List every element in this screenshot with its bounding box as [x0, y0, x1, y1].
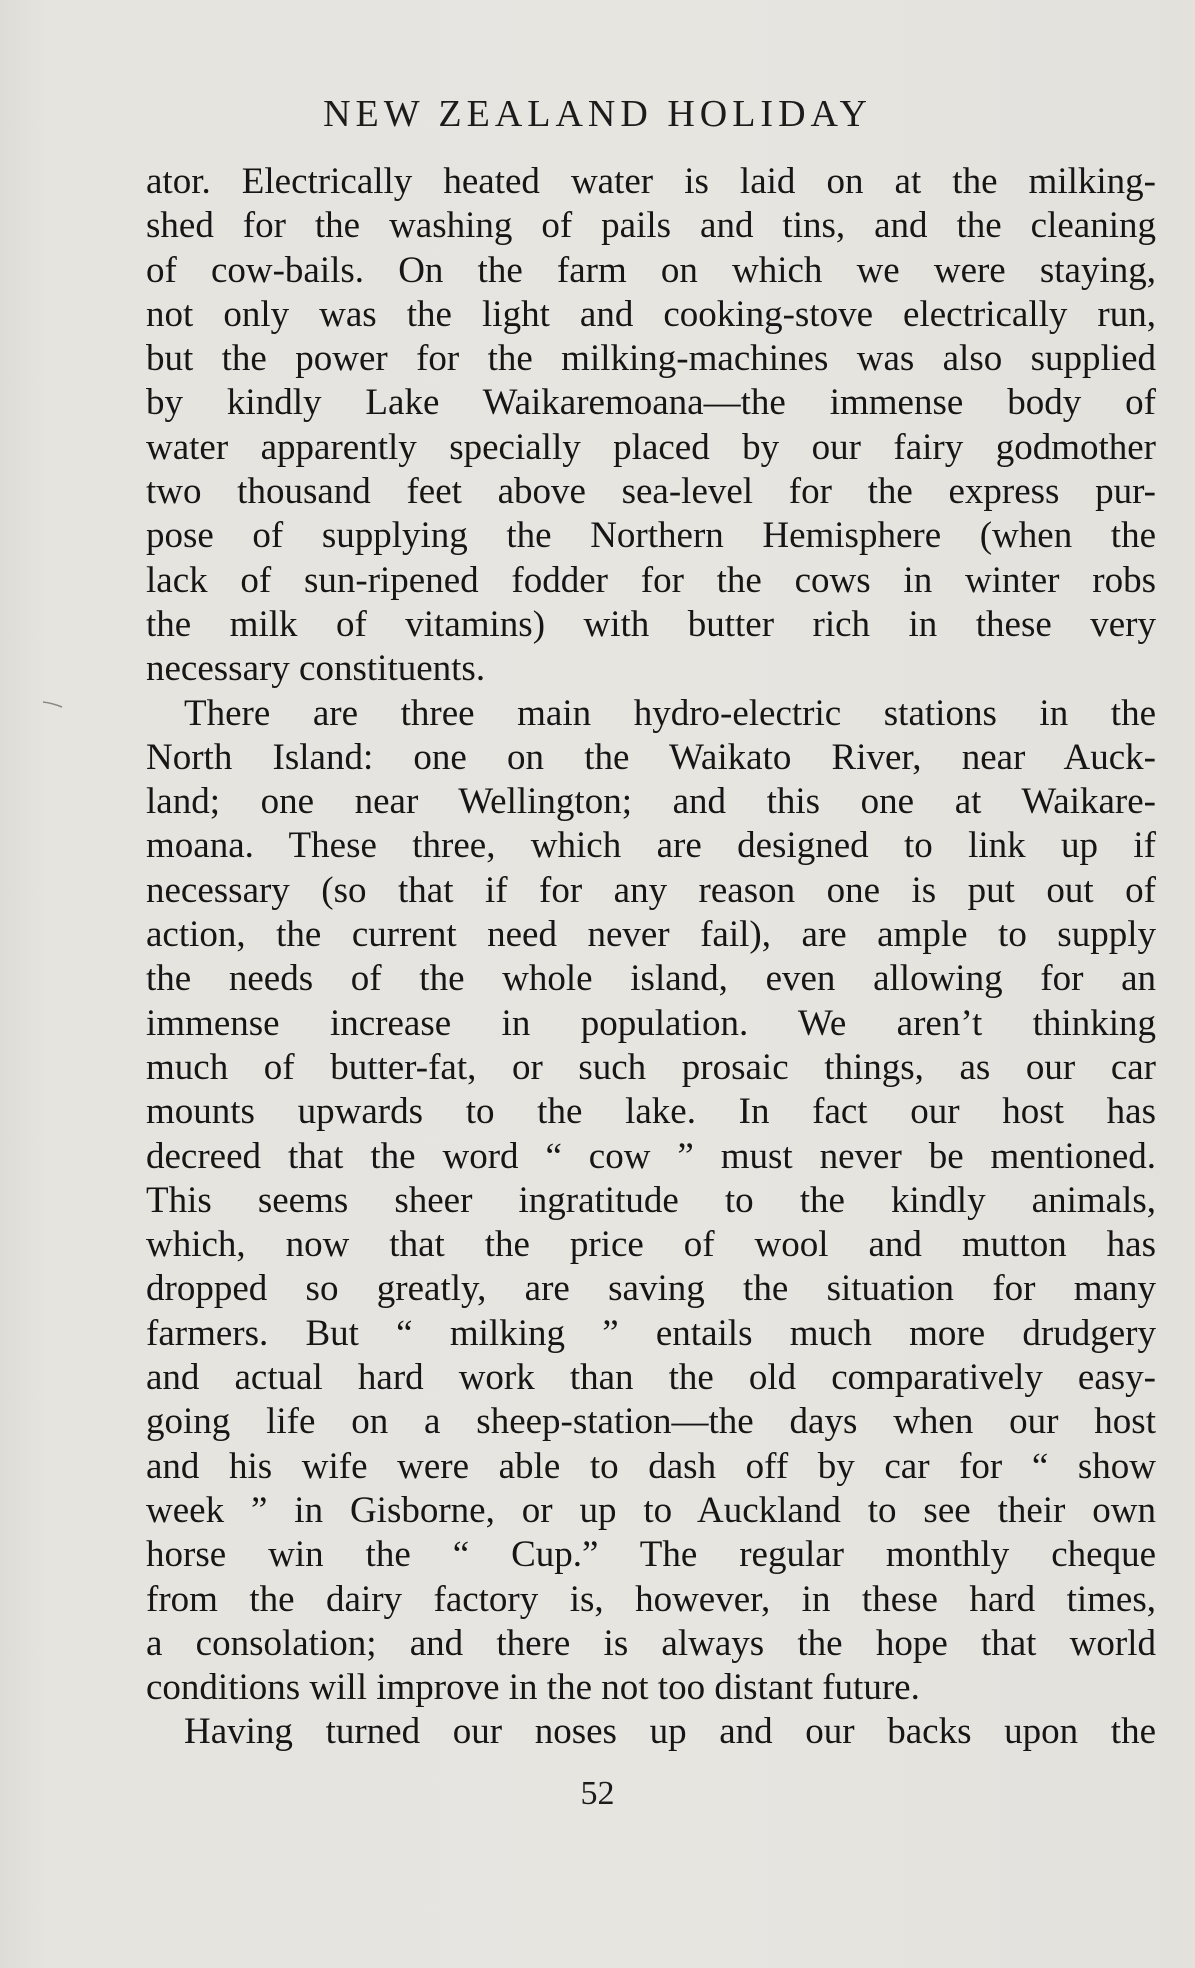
text-line: the needs of the whole island, even allowing for an	[146, 958, 1156, 1000]
text-line: conditions will improve in the not too distant future.	[146, 1667, 920, 1709]
body-text	[146, 160, 1156, 1755]
text-line: and his wife were able to dash off by car for “ show	[146, 1445, 1156, 1487]
text-line: horse win the “ Cup.” The regular monthly cheque	[146, 1534, 1156, 1576]
text-line: mounts upwards to the lake. In fact our host has	[146, 1091, 1156, 1133]
text-line: dropped so greatly, are saving the situation for many	[146, 1268, 1156, 1310]
text-line: by kindly Lake Waikaremoana—the immense body of	[146, 382, 1156, 424]
page-number: 52	[580, 1775, 615, 1812]
text-line: pose of supplying the Northern Hemisphere (when the	[146, 515, 1156, 557]
text-line: decreed that the word “ cow ” must never be mentioned.	[146, 1135, 1156, 1177]
text-line: much of butter-fat, or such prosaic things, as our car	[146, 1046, 1156, 1088]
text-line: a consolation; and there is always the hope that world	[146, 1622, 1156, 1664]
text-line: There are three main hydro-electric stations in the	[184, 692, 1156, 734]
text-line: lack of sun-ripened fodder for the cows in winter robs	[146, 559, 1156, 601]
text-line: but the power for the milking-machines was also supplied	[146, 338, 1156, 380]
text-line: going life on a sheep-station—the days when our host	[146, 1401, 1156, 1443]
text-line: not only was the light and cooking-stove electrically run,	[146, 293, 1156, 335]
text-line: immense increase in population. We aren’t thinking	[146, 1002, 1156, 1044]
margin-pencil-mark	[42, 700, 64, 708]
text-line: week ” in Gisborne, or up to Auckland to see their own	[146, 1489, 1156, 1531]
text-line: This seems sheer ingratitude to the kindly animals,	[146, 1179, 1156, 1221]
running-head: NEW ZEALAND HOLIDAY	[323, 93, 872, 135]
text-line: from the dairy factory is, however, in these hard times,	[146, 1578, 1156, 1620]
text-line: land; one near Wellington; and this one at Waikare-	[146, 781, 1156, 823]
text-line: ator. Electrically heated water is laid on at the milking-	[146, 161, 1156, 202]
text-line: North Island: one on the Waikato River, near Auck-	[146, 736, 1156, 778]
text-line: of cow-bails. On the farm on which we were staying,	[146, 249, 1156, 291]
text-line: the milk of vitamins) with butter rich in these very	[146, 603, 1156, 645]
text-line: water apparently specially placed by our fairy godmother	[146, 426, 1156, 468]
text-line: farmers. But “ milking ” entails much more drudgery	[146, 1312, 1156, 1354]
text-line: which, now that the price of wool and mutton has	[146, 1224, 1156, 1266]
text-line: action, the current need never fail), are ample to supply	[146, 914, 1156, 956]
text-line: shed for the washing of pails and tins, and the cleaning	[146, 205, 1156, 247]
text-line: necessary (so that if for any reason one is put out of	[146, 869, 1156, 911]
text-line: and actual hard work than the old comparatively easy-	[146, 1357, 1156, 1399]
text-line: Having turned our noses up and our backs upon the	[184, 1711, 1156, 1753]
text-line: necessary constituents.	[146, 648, 486, 690]
text-line: two thousand feet above sea-level for the express pur-	[146, 471, 1156, 513]
text-line: moana. These three, which are designed to link up if	[146, 825, 1156, 867]
